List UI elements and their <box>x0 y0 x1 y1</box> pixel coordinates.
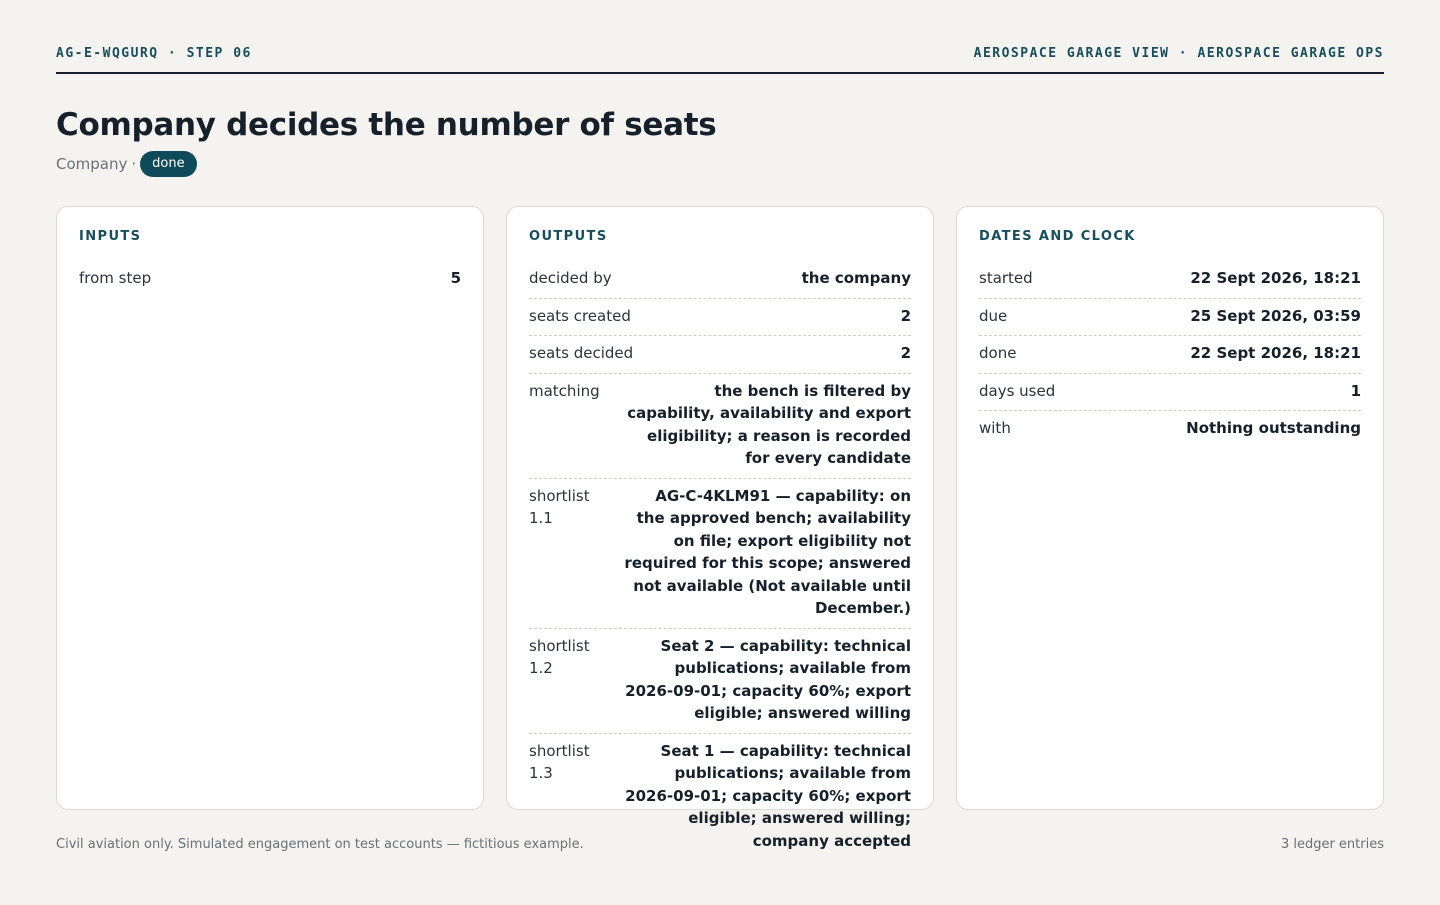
row-value: Seat 1 — capability: technical publications; available from 2026-09-01; capacity 60%; export eligible; answered willing; company accepted <box>625 741 911 850</box>
dates-card <box>956 206 1384 810</box>
output-row-shortlist-1-1 <box>529 479 911 629</box>
disclaimer: Civil aviation only. Simulated engagement on test accounts — fictitious example. <box>56 837 584 852</box>
row-label: shortlist 1.3 <box>529 741 590 782</box>
row-label: days used <box>979 381 1056 400</box>
row-label: shortlist 1.1 <box>529 486 590 527</box>
view-context: AEROSPACE GARAGE VIEW · AEROSPACE GARAGE OPS <box>973 46 1384 61</box>
row-value: the bench is filtered by capability, availability and export eligibility; a reason is recorded for every candidate <box>627 381 911 467</box>
row-label: from step <box>79 269 152 287</box>
row-label: with <box>979 419 1011 437</box>
date-row-days-used <box>979 374 1361 412</box>
input-row-from-step <box>79 261 461 298</box>
footer <box>56 837 1384 852</box>
row-label: started <box>979 269 1033 287</box>
subtitle <box>56 151 1384 177</box>
outputs-card <box>506 206 934 850</box>
page-title: Company decides the number of seats <box>56 107 717 143</box>
row-value: 22 Sept 2026, 18:21 <box>1190 269 1361 287</box>
date-row-with <box>979 411 1361 448</box>
output-row-shortlist-1-2 <box>529 629 911 734</box>
output-row-seats-created <box>529 299 911 337</box>
row-label: due <box>979 306 1008 325</box>
row-value: 2 <box>900 344 911 362</box>
separator: · <box>131 155 137 173</box>
outputs-heading: OUTPUTS <box>529 229 608 244</box>
inputs-card <box>56 206 484 810</box>
date-row-started <box>979 261 1361 299</box>
date-row-due <box>979 299 1361 337</box>
ledger-count: 3 ledger entries <box>1280 837 1384 852</box>
row-value: 1 <box>1350 381 1361 400</box>
top-bar <box>56 0 1384 74</box>
record-step-id: AG-E-WQGURQ · STEP 06 <box>56 46 252 61</box>
output-row-decided-by <box>529 261 911 299</box>
row-label: matching <box>529 381 600 400</box>
row-label: done <box>979 344 1017 362</box>
row-label: seats created <box>529 306 631 325</box>
status-badge: done <box>140 151 196 177</box>
row-value: 5 <box>450 269 461 287</box>
row-label: decided by <box>529 269 612 287</box>
row-value: Nothing outstanding <box>1186 419 1361 437</box>
output-row-seats-decided <box>529 336 911 374</box>
row-label: seats decided <box>529 344 634 362</box>
row-value: the company <box>801 269 911 287</box>
row-value: AG-C-4KLM91 — capability: on the approved bench; availability on file; export eligibility not required for this scope; answered not available (Not available until December.) <box>624 486 911 617</box>
dates-heading: DATES AND CLOCK <box>979 229 1136 244</box>
output-row-matching <box>529 374 911 479</box>
row-value: Seat 2 — capability: technical publications; available from 2026-09-01; capacity 60%; export eligible; answered willing <box>625 636 911 722</box>
row-value: 22 Sept 2026, 18:21 <box>1190 344 1361 362</box>
date-row-done <box>979 336 1361 374</box>
row-label: shortlist 1.2 <box>529 636 590 677</box>
row-value: 2 <box>900 306 911 325</box>
inputs-heading: INPUTS <box>79 229 142 244</box>
row-value: 25 Sept 2026, 03:59 <box>1190 306 1361 325</box>
actor-label: Company <box>56 155 128 173</box>
